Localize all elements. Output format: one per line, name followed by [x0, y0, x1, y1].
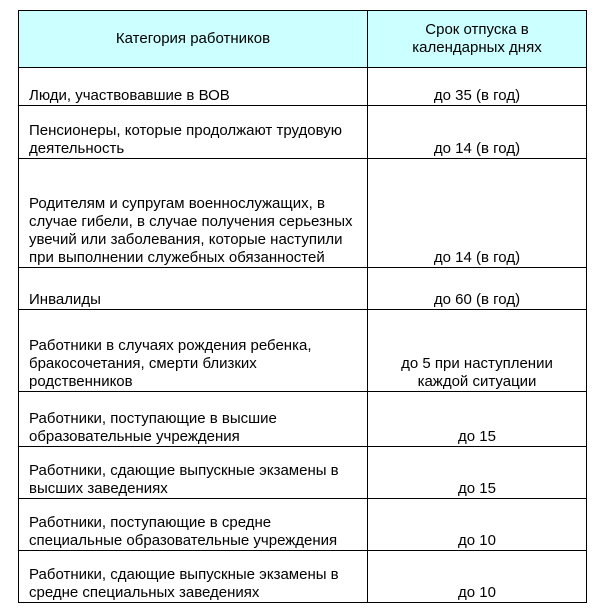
category-cell: Люди, участвовавшие в ВОВ [19, 68, 368, 106]
period-cell: до 10 [368, 499, 587, 551]
period-cell: до 15 [368, 392, 587, 447]
table-row [19, 68, 587, 106]
category-cell: Работники, поступающие в средне специальные образовательные учреждения [19, 499, 368, 551]
category-cell: Инвалиды [19, 268, 368, 310]
period-cell: до 60 (в год) [368, 268, 587, 310]
leave-table [18, 10, 587, 603]
header-category: Категория работников [19, 11, 368, 68]
table-row [19, 447, 587, 499]
category-cell: Пенсионеры, которые продолжают трудовую деятельность [19, 106, 368, 159]
table-row [19, 310, 587, 392]
period-cell: до 15 [368, 447, 587, 499]
header-period: Срок отпуска в календарных днях [368, 11, 587, 68]
period-cell: до 14 (в год) [368, 106, 587, 159]
table-row [19, 551, 587, 603]
category-cell: Работники, сдающие выпускные экзамены в высших заведениях [19, 447, 368, 499]
category-cell: Работники, поступающие в высшие образовательные учреждения [19, 392, 368, 447]
period-cell: до 5 при наступлении каждой ситуации [368, 310, 587, 392]
category-cell: Работники в случаях рождения ребенка, бракосочетания, смерти близких родственников [19, 310, 368, 392]
period-cell: до 14 (в год) [368, 159, 587, 268]
category-cell: Работники, сдающие выпускные экзамены в средне специальных заведениях [19, 551, 368, 603]
table-row [19, 392, 587, 447]
period-cell: до 10 [368, 551, 587, 603]
table-header-row [19, 11, 587, 68]
period-cell: до 35 (в год) [368, 68, 587, 106]
table-row [19, 106, 587, 159]
table-row [19, 159, 587, 268]
table-row [19, 268, 587, 310]
category-cell: Родителям и супругам военнослужащих, в случае гибели, в случае получения серьезных увечий или заболевания, которые наступили при выполнении служебных обязанностей [19, 159, 368, 268]
table-row [19, 499, 587, 551]
